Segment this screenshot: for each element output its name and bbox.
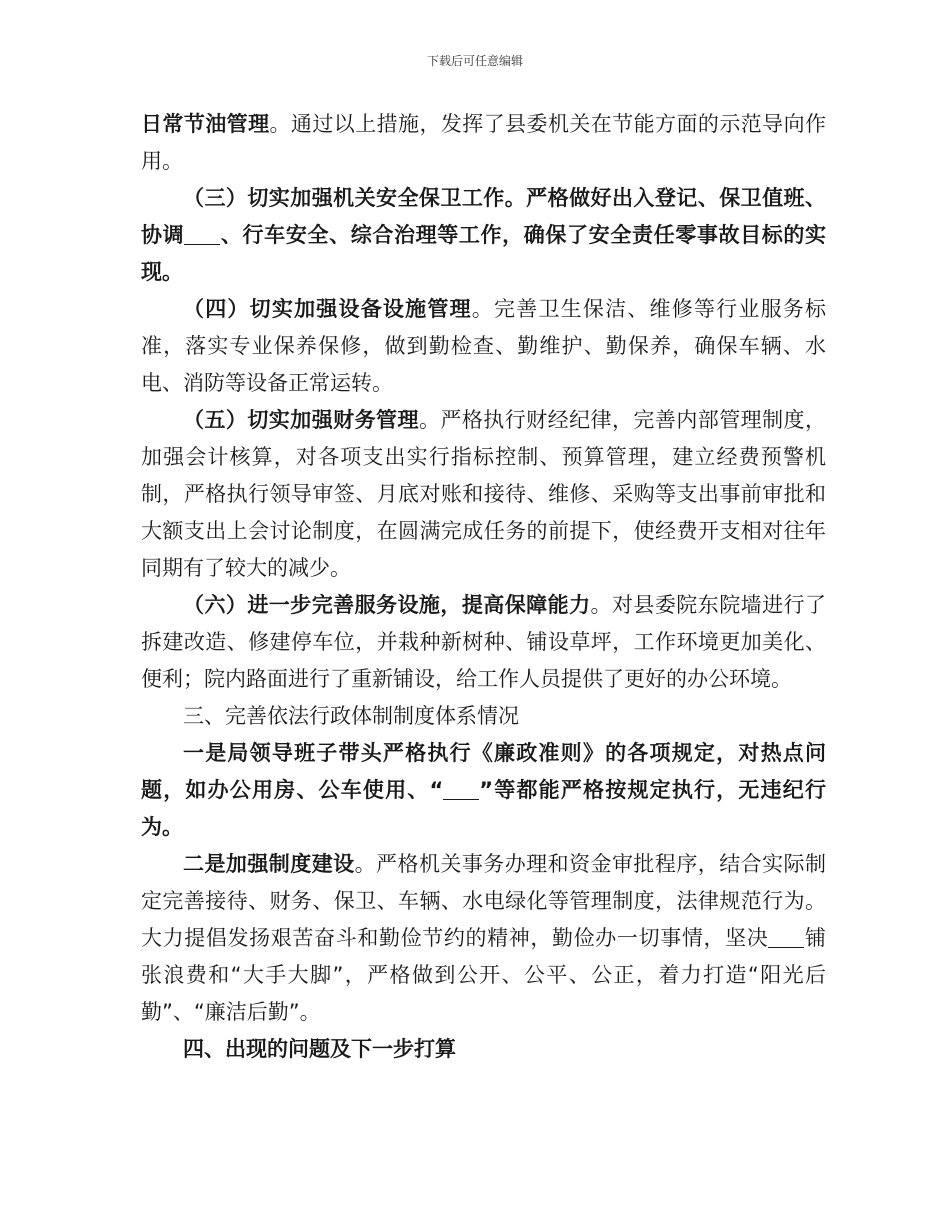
section-heading-3: 三、完善依法行政体制制度体系情况 (183, 704, 519, 728)
paragraph-text: （三）切实加强机关安全保卫工作。严格做好出入登记、保卫值班、协调 (141, 186, 826, 247)
paragraph-lead: 日常节油管理 (141, 112, 270, 136)
paragraph-integrity (141, 735, 826, 846)
paragraph-text: 、行车安全、综合治理等工作，确保了安全责任零事故目标的实现。 (141, 223, 827, 284)
section-heading-4: 四、出现的问题及下一步打算 (183, 1037, 456, 1061)
fill-blank (443, 779, 479, 800)
paragraph-text: 。严格机关事务办理和资金审批程序，结合实际制定完善接待、财务、保卫、车辆、水电绿化等管理制度，法律规范行为。大力提倡发扬艰苦奋斗和勤俭节约的精神，勤俭办一切事情，坚决 (141, 852, 827, 950)
paragraph-text: 。完善卫生保洁、维修等行业服务标准，落实专业保养保修，做到勤检查、勤维护、勤保养，确保车辆、水电、消防等设备正常运转。 (141, 297, 827, 395)
paragraph-system-building (141, 846, 826, 1031)
paragraph-text: 。通过以上措施，发挥了县委机关在节能方面的示范导向作用。 (141, 112, 826, 173)
paragraph-finance (141, 402, 826, 587)
paragraph-lead: （五）切实加强财务管理 (183, 408, 419, 432)
document-body (141, 106, 826, 1068)
page-header-note: 下载后可任意编辑 (426, 54, 523, 68)
paragraph-text: 铺张浪费和“大手大脚”，严格做到公开、公平、公正，着力打造“阳光后勤”、“廉洁后勤”。 (141, 926, 827, 1024)
paragraph-equipment (141, 291, 826, 402)
fill-blank (768, 927, 804, 948)
paragraph-text: 。对县委院东院墙进行了拆建改造、修建停车位，并栽种新树种、铺设草坪，工作环境更加美化、便利；院内路面进行了重新铺设，给工作人员提供了更好的办公环境。 (141, 593, 826, 691)
paragraph-lead: （四）切实加强设备设施管理 (183, 297, 472, 321)
paragraph-text: 。严格执行财经纪律，完善内部管理制度，加强会计核算，对各项支出实行指标控制、预算管理，建立经费预警机制，严格执行领导审签、月底对账和接待、维修、采购等支出事前审批和大额支出上会讨论制度，在圆满完成任务的前提下，使经费开支相对往年同期有了较大的减少。 (141, 408, 827, 580)
paragraph-security (141, 180, 826, 291)
paragraph-lead: （六）进一步完善服务设施，提高保障能力 (183, 593, 591, 617)
fill-blank (184, 224, 220, 245)
paragraph-text: ”等都能严格按规定执行，无违纪行为。 (141, 778, 826, 839)
paragraph-lead: 二是加强制度建设 (183, 852, 355, 876)
paragraph-facilities (141, 587, 826, 698)
paragraph-fuel-management (141, 106, 826, 180)
paragraph-text: 一是局领导班子带头严格执行《廉政准则》的各项规定，对热点问题，如办公用房、公车使用、“ (141, 741, 826, 802)
